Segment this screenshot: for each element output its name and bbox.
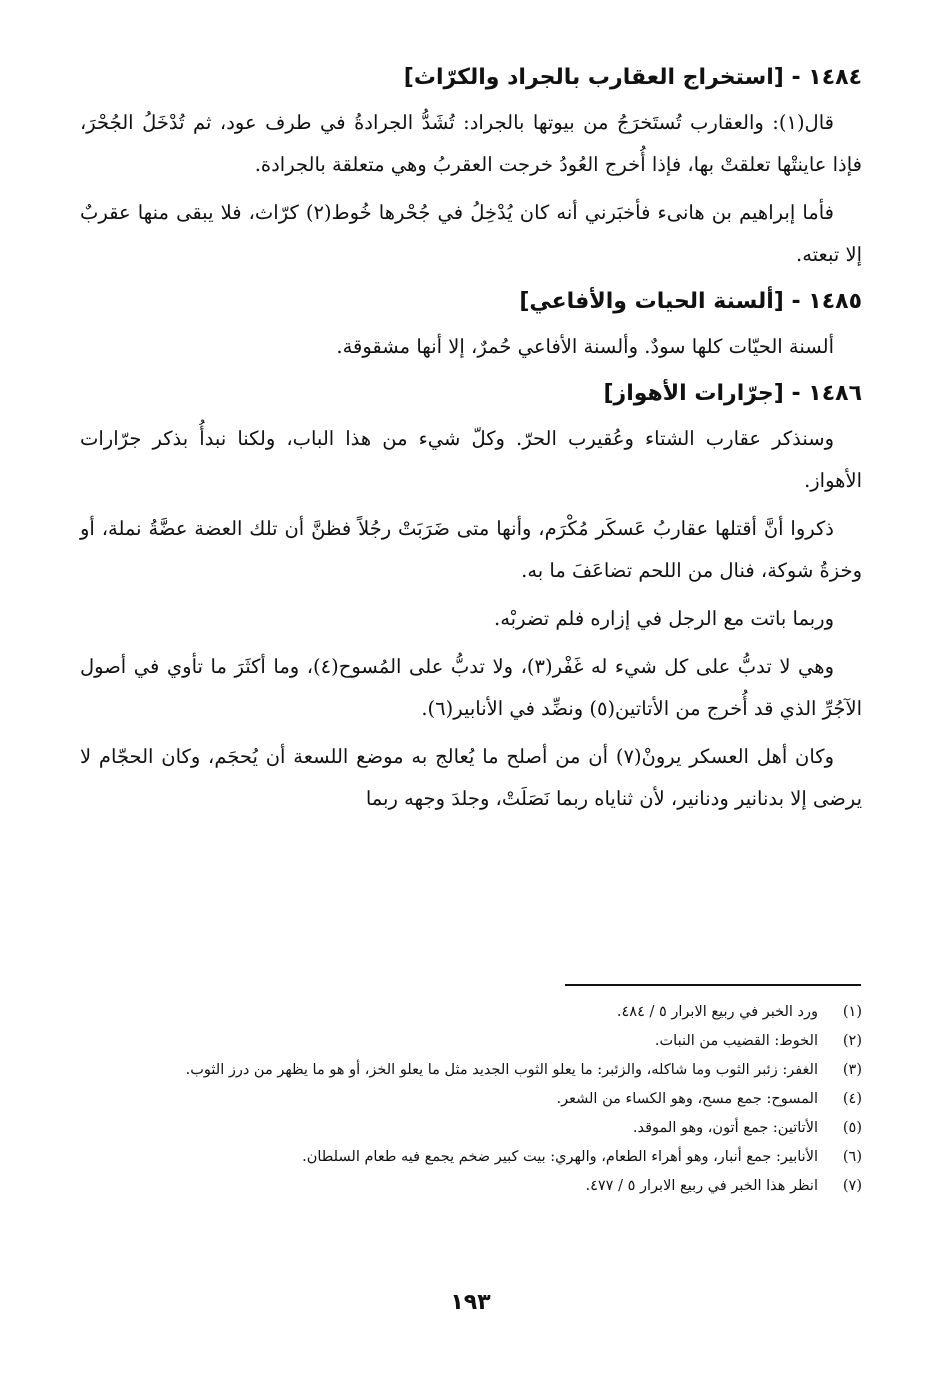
footnote-number: (٥) xyxy=(842,1120,862,1136)
paragraph: فأما إبراهيم بن هانىء فأخبَرني أنه كان يُدْخِلُ في جُحْرها خُوط(٢) كرّاث، فلا يبقى منها عقربٌ إلا تبعته. xyxy=(80,201,862,266)
footnotes xyxy=(80,1000,862,1203)
footnote-number: (٢) xyxy=(842,1033,862,1049)
page-number: ١٩٣ xyxy=(450,1290,491,1315)
footnote-5 xyxy=(80,1116,862,1141)
footnote-1 xyxy=(80,1000,862,1025)
paragraph: ألسنة الحيّات كلها سودٌ. وألسنة الأفاعي حُمرٌ، إلا أنها مشقوقة. xyxy=(336,335,834,358)
footnote-number: (٧) xyxy=(842,1178,862,1194)
paragraph: وهي لا تدبُّ على كل شيء له غَفْر(٣)، ولا تدبُّ على المُسوح(٤)، وما أكثَرَ ما تأوي في أصول الآجُرِّ الذي قد أُخرج من الأتاتين(٥) ونضِّد في الأنابير(٦). xyxy=(80,655,862,720)
footnote-text: الأنابير: جمع أنبار، وهو أهراء الطعام، والهري: بيت كبير ضخم يجمع فيه طعام السلطان. xyxy=(302,1149,818,1165)
footnote-text: الخوط: القضيب من النبات. xyxy=(654,1033,818,1049)
section-heading-1484: ١٤٨٤ - [استخراج العقارب بالجراد والكرّاث] xyxy=(403,65,862,90)
footnote-text: الغفر: زئبر الثوب وما شاكله، والزئبر: ما يعلو الثوب الجديد مثل ما يعلو الخز، أو هو ما يظهر من درز الثوب. xyxy=(185,1062,818,1078)
footnote-7 xyxy=(80,1174,862,1199)
footnote-2 xyxy=(80,1029,862,1054)
section-heading-1485: ١٤٨٥ - [ألسنة الحيات والأفاعي] xyxy=(519,289,862,314)
section-heading-1486: ١٤٨٦ - [جرّارات الأهواز] xyxy=(603,381,862,406)
footnote-text: الأتاتين: جمع أتون، وهو الموقد. xyxy=(632,1120,818,1136)
paragraph: وربما باتت مع الرجل في إزاره فلم تضربْه. xyxy=(494,607,834,630)
footnote-divider xyxy=(565,984,861,986)
page-body xyxy=(80,58,862,826)
footnote-4 xyxy=(80,1087,862,1112)
footnote-text: انظر هذا الخبر في ربيع الابرار ٥ / ٤٧٧. xyxy=(585,1178,818,1194)
footnote-number: (٣) xyxy=(842,1062,862,1078)
paragraph: قال(١): والعقارب تُستَخرَجُ من بيوتها بالجراد: تُشَدُّ الجرادةُ في طرف عود، ثم تُدْخَلُ الجُحْرَ، فإذا عاينتْها تعلقتْ بها، فإذا أُخرج العُودُ خرجت العقربُ وهي متعلقة بالجرادة. xyxy=(80,111,862,176)
footnote-6 xyxy=(80,1145,862,1170)
footnote-text: المسوح: جمع مسح، وهو الكساء من الشعر. xyxy=(556,1091,818,1107)
footnote-text: ورد الخبر في ربيع الابرار ٥ / ٤٨٤. xyxy=(616,1004,818,1020)
paragraph: ذكروا أنَّ أقتلها عقاربُ عَسكَر مُكْرَم، وأنها متى ضَرَبَتْ رجُلاً فظنَّ أن تلك العضة عضَّةُ نملة، أو وخزةُ شوكة، فنال من اللحم تضاعَفَ ما به. xyxy=(80,517,862,582)
footnote-3 xyxy=(80,1058,862,1083)
footnote-number: (٦) xyxy=(842,1149,862,1165)
footnote-number: (٤) xyxy=(842,1091,862,1107)
paragraph: وسنذكر عقارب الشتاء وعُقيرب الحرّ. وكلّ شيء من هذا الباب، ولكنا نبدأُ بذكر جرّارات الأهواز. xyxy=(80,427,862,492)
footnote-number: (١) xyxy=(842,1004,862,1020)
paragraph: وكان أهل العسكر يرونْ(٧) أن من أصلح ما يُعالج به موضع اللسعة أن يُحجَم، وكان الحجّام لا يرضى إلا بدنانير ودنانير، لأن ثناياه ربما نَصَلَتْ، وجلدَ وجهه ربما xyxy=(80,745,862,810)
